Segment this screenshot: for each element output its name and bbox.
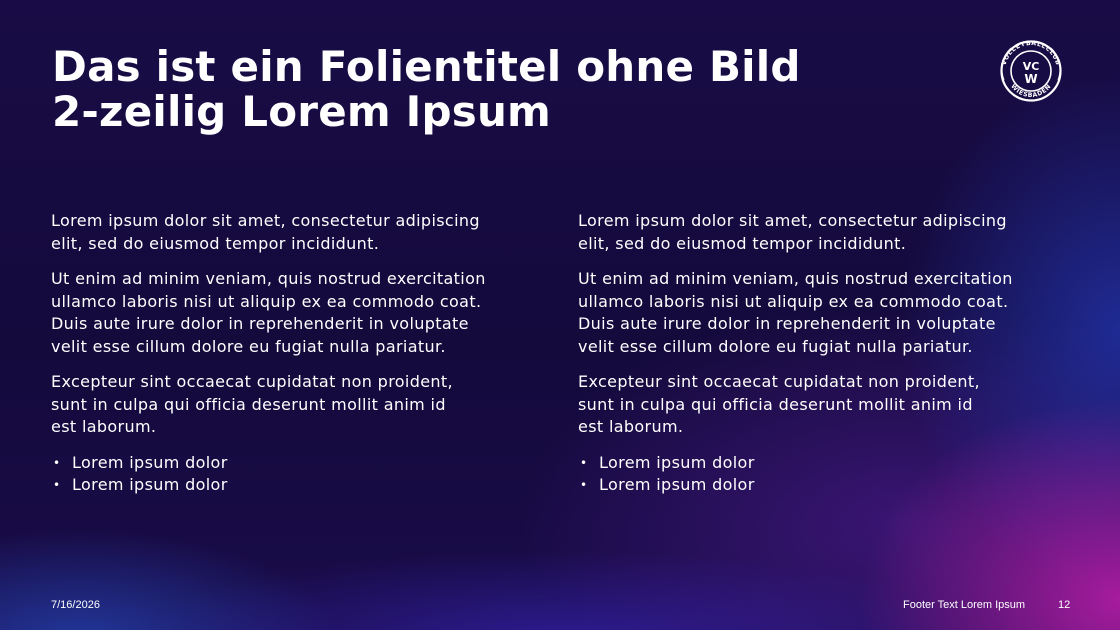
paragraph-line: Excepteur sint occaecat cupidatat non proident, [51, 372, 453, 391]
slide-title-line-1: Das ist ein Folientitel ohne Bild [52, 42, 801, 91]
logo-letters-top: VC [1022, 60, 1040, 73]
bullet-icon: • [580, 478, 588, 492]
text-column-left [51, 210, 551, 497]
paragraph-2 [578, 268, 1078, 358]
club-logo [991, 40, 1071, 102]
paragraph-line: velit esse cillum dolore eu fugiat nulla pariatur. [578, 336, 973, 356]
logo-ring-text-top: VOLLEYBALLCLUB [1000, 40, 1062, 67]
paragraph-line: Duis aute irure dolor in reprehenderit in voluptate [51, 314, 469, 333]
footer-date: 7/16/2026 [51, 599, 100, 611]
paragraph-line: ullamco laboris nisi ut aliquip ex ea commodo coat. [578, 291, 1009, 311]
paragraph-line: Ut enim ad minim veniam, quis nostrud exercitation [51, 269, 486, 288]
slide-title [52, 44, 952, 134]
paragraph-line: velit esse cillum dolore eu fugiat nulla pariatur. [51, 336, 446, 356]
page-number: 12 [1058, 599, 1071, 611]
paragraph-1 [51, 210, 551, 255]
paragraph-1 [578, 210, 1078, 255]
paragraph-line: sunt in culpa qui officia deserunt mollit anim id [51, 394, 446, 414]
paragraph-line: Duis aute irure dolor in reprehenderit in voluptate [578, 314, 996, 333]
paragraph-line: ullamco laboris nisi ut aliquip ex ea commodo coat. [51, 291, 482, 311]
paragraph-line: Lorem ipsum dolor sit amet, consectetur adipiscing [51, 211, 480, 230]
bullet-item [51, 452, 551, 475]
paragraph-2 [51, 268, 551, 358]
paragraph-line: Ut enim ad minim veniam, quis nostrud exercitation [578, 269, 1013, 288]
bullet-item [578, 452, 1078, 475]
paragraph-line: Excepteur sint occaecat cupidatat non proident, [578, 372, 980, 391]
paragraph-line: elit, sed do eiusmod tempor incididunt. [51, 233, 380, 253]
paragraph-line: sunt in culpa qui officia deserunt mollit anim id [578, 394, 973, 414]
paragraph-line: Lorem ipsum dolor sit amet, consectetur adipiscing [578, 211, 1007, 230]
bullet-icon: • [580, 455, 588, 470]
bullet-text: Lorem ipsum dolor [599, 475, 755, 494]
text-column-right [578, 210, 1078, 497]
logo-letter-bottom: W [1024, 72, 1038, 86]
paragraph-line: est laborum. [578, 417, 684, 436]
bullet-item [51, 474, 551, 497]
bullet-text: Lorem ipsum dolor [72, 452, 228, 472]
bullet-text: Lorem ipsum dolor [72, 475, 228, 494]
logo-ring-text-bottom: WIESBADEN [1009, 82, 1053, 100]
bullet-list [51, 452, 551, 497]
bullet-icon: • [53, 455, 61, 470]
paragraph-line: est laborum. [51, 417, 157, 436]
footer-text: Footer Text Lorem Ipsum [903, 599, 1026, 611]
bullet-text: Lorem ipsum dolor [599, 452, 755, 472]
slide-title-line-2: 2-zeilig Lorem Ipsum [52, 87, 552, 136]
bullet-list [578, 452, 1078, 497]
paragraph-line: elit, sed do eiusmod tempor incididunt. [578, 233, 907, 253]
paragraph-3 [578, 371, 1078, 439]
volleyball-club-wiesbaden-logo-icon [991, 40, 1071, 102]
paragraph-3 [51, 371, 551, 439]
bullet-item [578, 474, 1078, 497]
bullet-icon: • [53, 478, 61, 492]
